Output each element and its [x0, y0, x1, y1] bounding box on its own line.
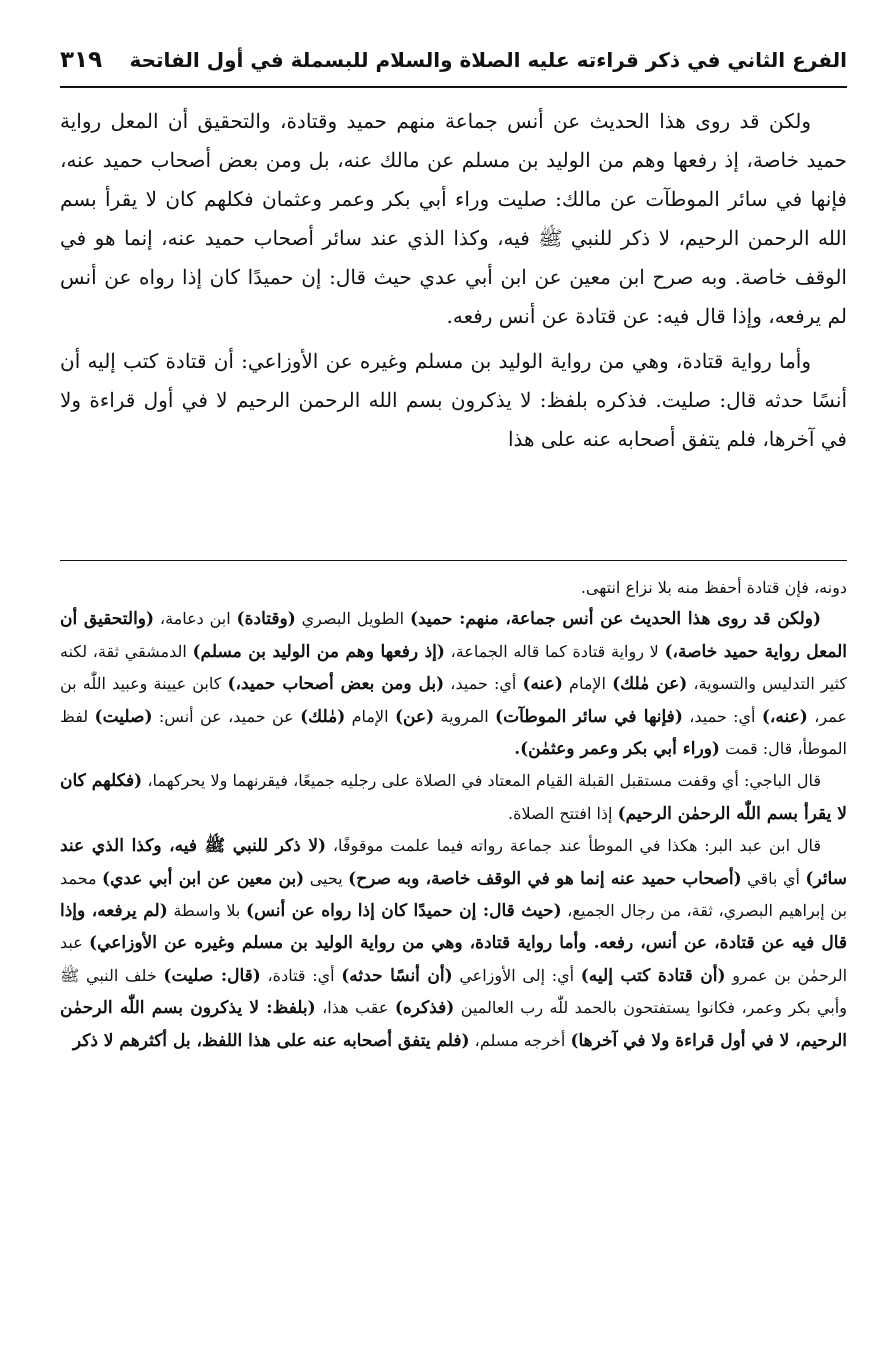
header-divider: [60, 86, 847, 88]
commentary-text: قال الباجي: أي وقفت مستقبل القبلة القيام المعتاد في الصلاة على رجليه جميعًا، فيقرنهما ولا يحركهما،: [142, 771, 821, 791]
commentary-text: أي: قتادة،: [260, 965, 342, 985]
commentary-text: قال ابن عبد البر: هكذا في الموطأ عند جماعة رواته فيما علمت موقوفًا،: [326, 836, 821, 856]
quoted-matn: (وراء أبي بكر وعمر وعثمٰن).: [514, 739, 720, 760]
page-number: ٣١٩: [60, 47, 103, 73]
quoted-matn: (أن أنسًا حدثه): [341, 965, 453, 986]
quoted-matn: (ولكن قد روى هذا الحديث عن أنس جماعة، منهم: حميد): [409, 609, 822, 630]
commentary-text: أي: إلى الأوزاعي: [452, 965, 581, 985]
commentary-paragraph: [60, 765, 847, 830]
quoted-matn: (والتحقيق أن المعل رواية حميد خاصة،): [60, 609, 847, 662]
page-header: [60, 38, 847, 82]
commentary-paragraph: [60, 603, 847, 765]
commentary-text: عن حميد، عن أنس:: [152, 706, 301, 726]
quoted-matn: (بل ومن بعض أصحاب حميد،): [227, 674, 445, 695]
commentary-text: أي: حميد،: [682, 706, 762, 726]
commentary-text: لفظ الموطأ، قال: قمت: [60, 706, 847, 759]
quoted-matn: (وقتادة): [236, 609, 296, 630]
quoted-matn: (مٰلك): [300, 706, 346, 727]
commentary-text: الإمام: [562, 674, 613, 694]
commentary-text: أي باقي: [741, 868, 806, 888]
running-title: الفرع الثاني في ذكر قراءته عليه الصلاة والسلام للبسملة في أول الفاتحة: [129, 48, 847, 72]
quoted-matn: (فكلهم كان لا يقرأ بسم اللّٰه الرحمٰن الرحيم): [60, 771, 847, 824]
commentary: [60, 572, 847, 1057]
quoted-matn: (عنه،): [761, 706, 808, 727]
main-text: [60, 102, 847, 465]
quoted-matn: (بن معين عن ابن أبي عدي): [102, 868, 305, 889]
commentary-paragraph: [60, 830, 847, 1057]
quoted-matn: (بلفظ: لا يذكرون بسم اللّٰه الرحمٰن الرحيم، لا في أول قراءة ولا في آخرها): [60, 998, 847, 1051]
quoted-matn: (عنه): [522, 674, 563, 695]
commentary-text: إذا افتتح الصلاة.: [508, 803, 618, 823]
commentary-text: الإمام: [345, 706, 395, 726]
quoted-matn: (قال: صليت): [163, 965, 261, 986]
quoted-matn: (إذ رفعها وهم من الوليد بن مسلم): [192, 641, 445, 662]
quoted-matn: (عن): [394, 706, 435, 727]
commentary-text: الدمشقي ثقة، لكنه كثير التدليس والتسوية،: [60, 641, 847, 694]
commentary-text: بلا واسطة: [167, 901, 247, 921]
commentary-text: ابن دعامة،: [154, 609, 237, 629]
commentary-paragraph: [60, 572, 847, 603]
quoted-matn: (حيث قال: إن حميدًا كان إذا رواه عن أنس): [246, 901, 562, 922]
main-paragraph: ولكن قد روى هذا الحديث عن أنس جماعة منهم حميد وقتادة، والتحقيق أن المعل رواية حميد خاصة، إذ رفعها وهم من الوليد بن مسلم عن مالك عنه، بل ومن بعض أصحاب حميد عنه، فإنها في سائر الموطآت عن مالك: صليت وراء أبي بكر وعمر وعثمان فكلهم كان لا يقرأ بسم الله الرحمن الرحيم، لا ذكر للنبي ﷺ فيه، وكذا الذي عند سائر أصحاب حميد عنه، إنما هو في الوقف خاصة. وبه صرح ابن معين عن ابن أبي عدي حيث قال: إن حميدًا كان إذا رواه عن أنس لم يرفعه، وإذا قال فيه: عن قتادة عن أنس رفعه.: [60, 109, 847, 328]
quoted-matn: (أن قتادة كتب إليه): [580, 965, 726, 986]
commentary-text: عبد الرحمٰن بن عمرو: [60, 933, 848, 985]
commentary-text: يحيى: [304, 868, 349, 888]
main-paragraph: وأما رواية قتادة، وهي من رواية الوليد بن مسلم وغيره عن الأوزاعي: أن قتادة كتب إليه أن أنسًا حدثه قال: صليت. فذكره بلفظ: لا يذكرون بسم الله الرحمن الرحيم لا في أول قراءة ولا في آخرها، فلم يتفق أصحابه عنه على هذا: [60, 349, 847, 451]
commentary-text: الطويل البصري: [295, 609, 410, 629]
quoted-matn: (صليت): [94, 706, 153, 727]
commentary-text: أي: حميد،: [444, 674, 523, 694]
quoted-matn: (أصحاب حميد عنه إنما هو في الوقف خاصة، وبه صرح): [348, 868, 742, 889]
quoted-matn: (فلم يتفق أصحابه عنه على هذا اللفظ، بل أكثرهم لا ذكر: [72, 1030, 470, 1051]
commentary-text: أخرجه مسلم،: [469, 1030, 571, 1050]
commentary-text: عقب هذا،: [315, 998, 395, 1018]
commentary-divider: [60, 560, 847, 561]
commentary-text: لا رواية قتادة كما قاله الجماعة،: [444, 641, 665, 661]
quoted-matn: (لم يرفعه، وإذا قال فيه عن قتادة، عن أنس، رفعه. وأما رواية قتادة، وهي من رواية الوليد بن مسلم وغيره عن الأوزاعي): [60, 901, 847, 954]
commentary-text: دونه، فإن قتادة أحفظ منه بلا نزاع انتهى.: [580, 578, 847, 597]
commentary-text: محمد بن إبراهيم البصري، ثقة، من رجال الجميع،: [60, 868, 848, 921]
quoted-matn: (فإنها في سائر الموطآت): [495, 706, 683, 727]
quoted-matn: (فذكره): [394, 998, 455, 1019]
commentary-text: خلف النبي ﷺ وأبي بكر وعمر، فكانوا يستفتحون بالحمد للّٰه رب العالمين: [60, 965, 847, 1018]
quoted-matn: (عن مٰلك): [612, 674, 688, 695]
quoted-matn: (لا ذكر للنبي ﷺ فيه، وكذا الذي عند سائر): [60, 836, 847, 889]
commentary-text: كابن عيينة وعبيد اللّٰه بن عمر،: [60, 674, 848, 726]
commentary-text: المروية: [434, 706, 496, 726]
